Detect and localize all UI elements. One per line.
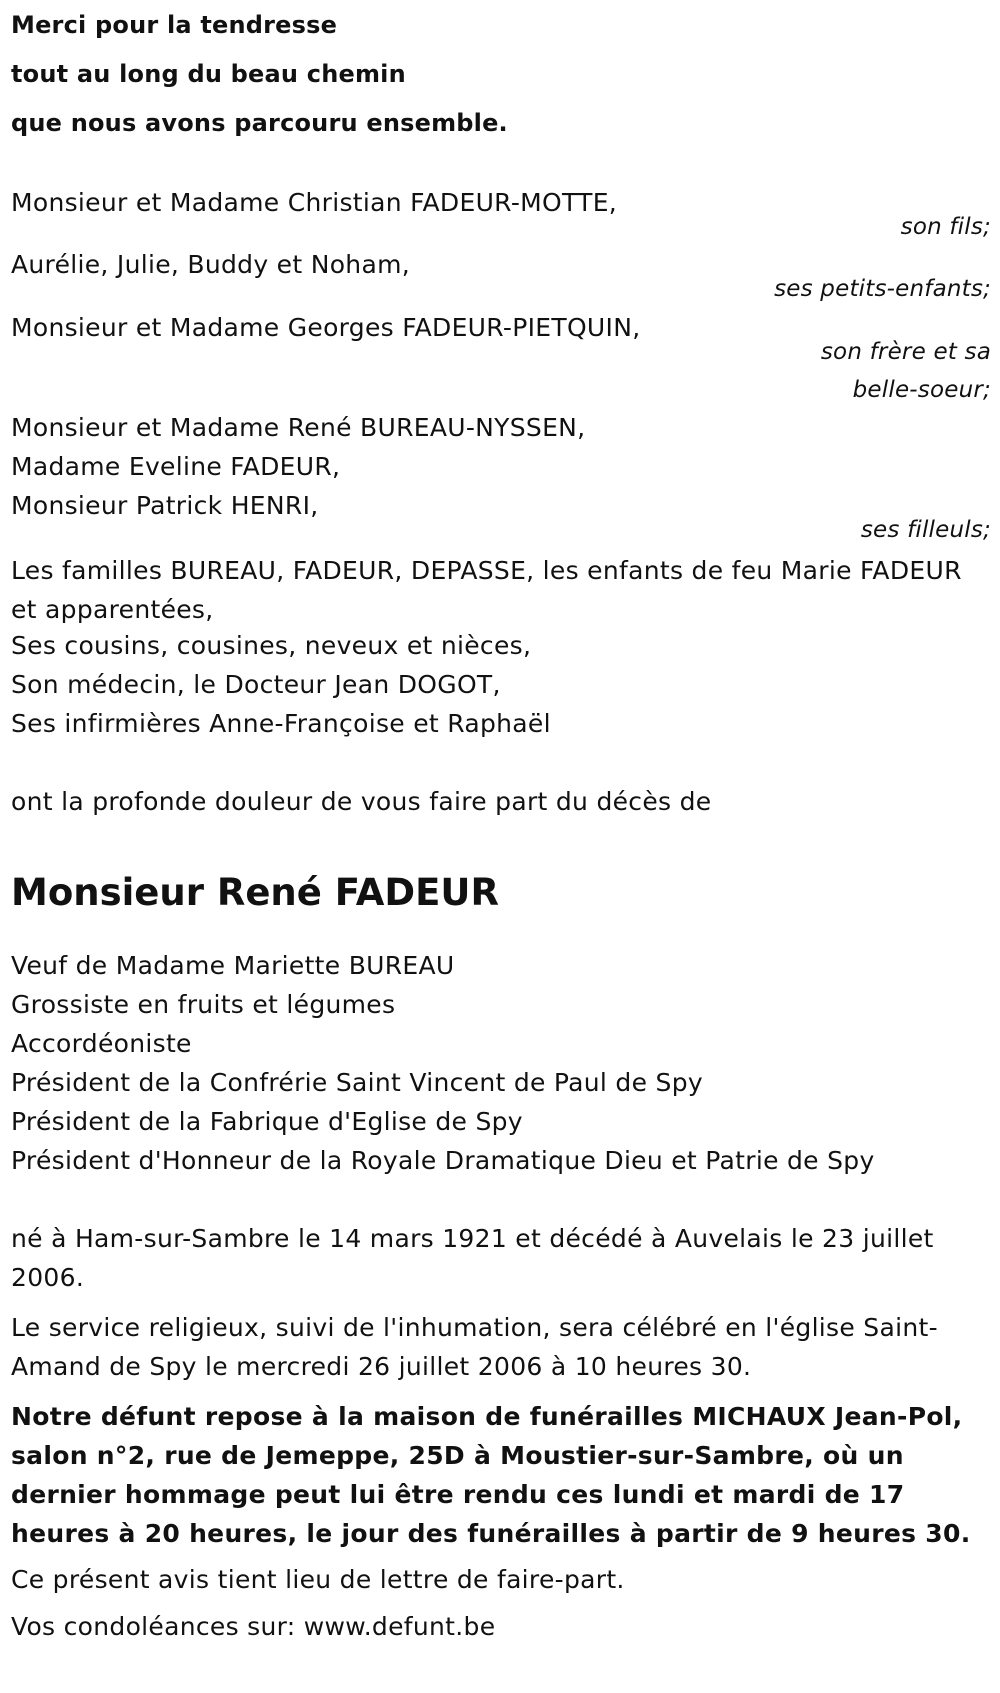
family-son-names: Monsieur et Madame Christian FADEUR-MOTTE, [11,188,618,217]
family-godchildren-relation: ses filleuls; [860,517,991,543]
other-doctor: Son médecin, le Docteur Jean DOGOT, [11,670,501,699]
birth-death-dates: né à Ham-sur-Sambre le 14 mars 1921 et décédé à Auvelais le 23 juillet 2006. [11,1224,934,1292]
family-brother-relation-line-1: son frère et sa [820,339,991,365]
deceased-title-5: Président de la Fabrique d'Eglise de Spy [11,1107,523,1136]
family-son-relation: son fils; [900,214,991,240]
deceased-title-6: Président d'Honneur de la Royale Dramatique Dieu et Patrie de Spy [11,1146,875,1175]
notice-text: Ce présent avis tient lieu de lettre de faire-part. [11,1565,625,1594]
deceased-name: Monsieur René FADEUR [11,871,499,914]
family-godchild-1: Monsieur et Madame René BUREAU-NYSSEN, [11,413,586,442]
deceased-title-4: Président de la Confrérie Saint Vincent de Paul de Spy [11,1068,703,1097]
condolences-text: Vos condoléances sur: www.defunt.be [11,1612,496,1641]
poem-line-1: Merci pour la tendresse [11,11,338,39]
viewing-information: Notre défunt repose à la maison de funérailles MICHAUX Jean-Pol, salon n°2, rue de Jemeppe, 25D à Moustier-sur-Sambre, où un dernier hommage peut lui être rendu ces lundi et mardi de 17 heures à 20 heures, le jour des funérailles à partir de 9 heures 30. [11,1402,971,1548]
deceased-title-3: Accordéoniste [11,1029,192,1058]
announcement-text: ont la profonde douleur de vous faire part du décès de [11,787,712,816]
poem-line-3: que nous avons parcouru ensemble. [11,109,508,137]
other-cousins: Ses cousins, cousines, neveux et nièces, [11,631,532,660]
other-families: Les familles BUREAU, FADEUR, DEPASSE, les enfants de feu Marie FADEUR et apparentées, [11,556,962,624]
family-godchild-3: Monsieur Patrick HENRI, [11,491,319,520]
family-brother-names: Monsieur et Madame Georges FADEUR-PIETQUIN, [11,313,641,342]
deceased-title-2: Grossiste en fruits et légumes [11,990,396,1019]
family-brother-relation-line-2: belle-soeur; [852,377,991,403]
family-grandchildren-relation: ses petits-enfants; [774,276,991,302]
other-nurses: Ses infirmières Anne-Françoise et Raphaël [11,709,551,738]
deceased-title-1: Veuf de Madame Mariette BUREAU [11,951,455,980]
funeral-service: Le service religieux, suivi de l'inhumation, sera célébré en l'église Saint-Amand de Spy le mercredi 26 juillet 2006 à 10 heures 30. [11,1313,938,1381]
family-godchild-2: Madame Eveline FADEUR, [11,452,341,481]
poem-line-2: tout au long du beau chemin [11,60,406,88]
family-grandchildren-names: Aurélie, Julie, Buddy et Noham, [11,250,410,279]
